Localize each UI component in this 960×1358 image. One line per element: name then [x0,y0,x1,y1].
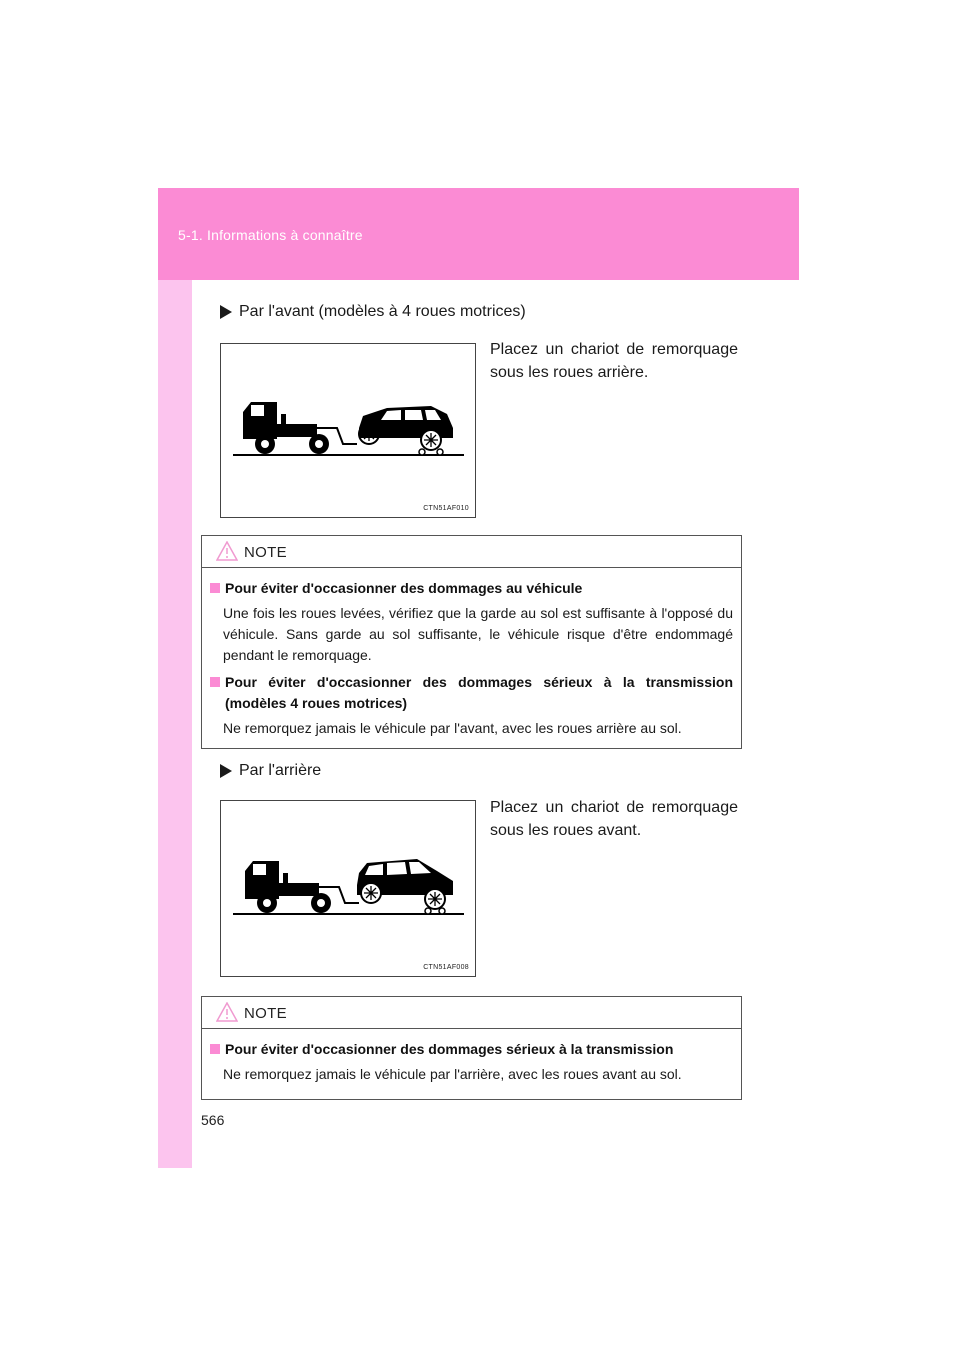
pink-square-bullet-icon [210,677,220,687]
note-item-text: Une fois les roues levées, vérifiez que la garde au sol est suffisante à l'opposé du véhicule. Sans garde au sol suffisante, le véhicule risque d'être endommagé pendant le remorquage. [223,605,733,663]
note-item-text: Ne remorquez jamais le véhicule par l'arrière, avec les roues avant au sol. [223,1066,682,1082]
tow-truck-dolly-rear-wheels-image [221,344,475,517]
note-body [202,1029,741,1103]
note-label: NOTE [244,1005,287,1022]
rear-instruction: Placez un chariot de remorquage sous les roues avant. [490,799,738,839]
front-heading-text: Par l'avant (modèles à 4 roues motrices) [239,303,526,320]
figure-code: CTN51AF010 [423,505,469,512]
note-item-text: Ne remorquez jamais le véhicule par l'avant, avec les roues arrière au sol. [223,720,682,736]
triangle-bullet-icon [220,764,232,778]
page-number: 566 [201,1112,225,1128]
tow-truck-dolly-front-wheels-image [221,801,475,976]
section-title: 5-1. Informations à connaître [178,227,363,243]
note-item-title: Pour éviter d'occasionner des dommages au véhicule [210,578,733,599]
note-header [202,997,741,1029]
note-item-title: Pour éviter d'occasionner des dommages sérieux à la transmission (modèles 4 roues motrices) [210,672,733,714]
side-strip [158,280,192,1168]
note-item-title: Pour éviter d'occasionner des dommages sérieux à la transmission [210,1039,733,1060]
front-towing-heading [220,303,526,321]
pink-square-bullet-icon [210,583,220,593]
note-box-1 [201,535,742,749]
warning-triangle-icon [216,1002,238,1022]
note-body [202,568,741,757]
figure-code: CTN51AF008 [423,964,469,971]
note-label: NOTE [244,544,287,561]
rear-towing-illustration [220,800,476,977]
pink-square-bullet-icon [210,1044,220,1054]
rear-heading-text: Par l'arrière [239,762,322,779]
warning-triangle-icon [216,541,238,561]
note-header [202,536,741,568]
front-instruction: Placez un chariot de remorquage sous les roues arrière. [490,341,738,381]
rear-towing-heading [220,762,321,780]
triangle-bullet-icon [220,305,232,319]
front-towing-illustration [220,343,476,518]
note-box-2 [201,996,742,1100]
